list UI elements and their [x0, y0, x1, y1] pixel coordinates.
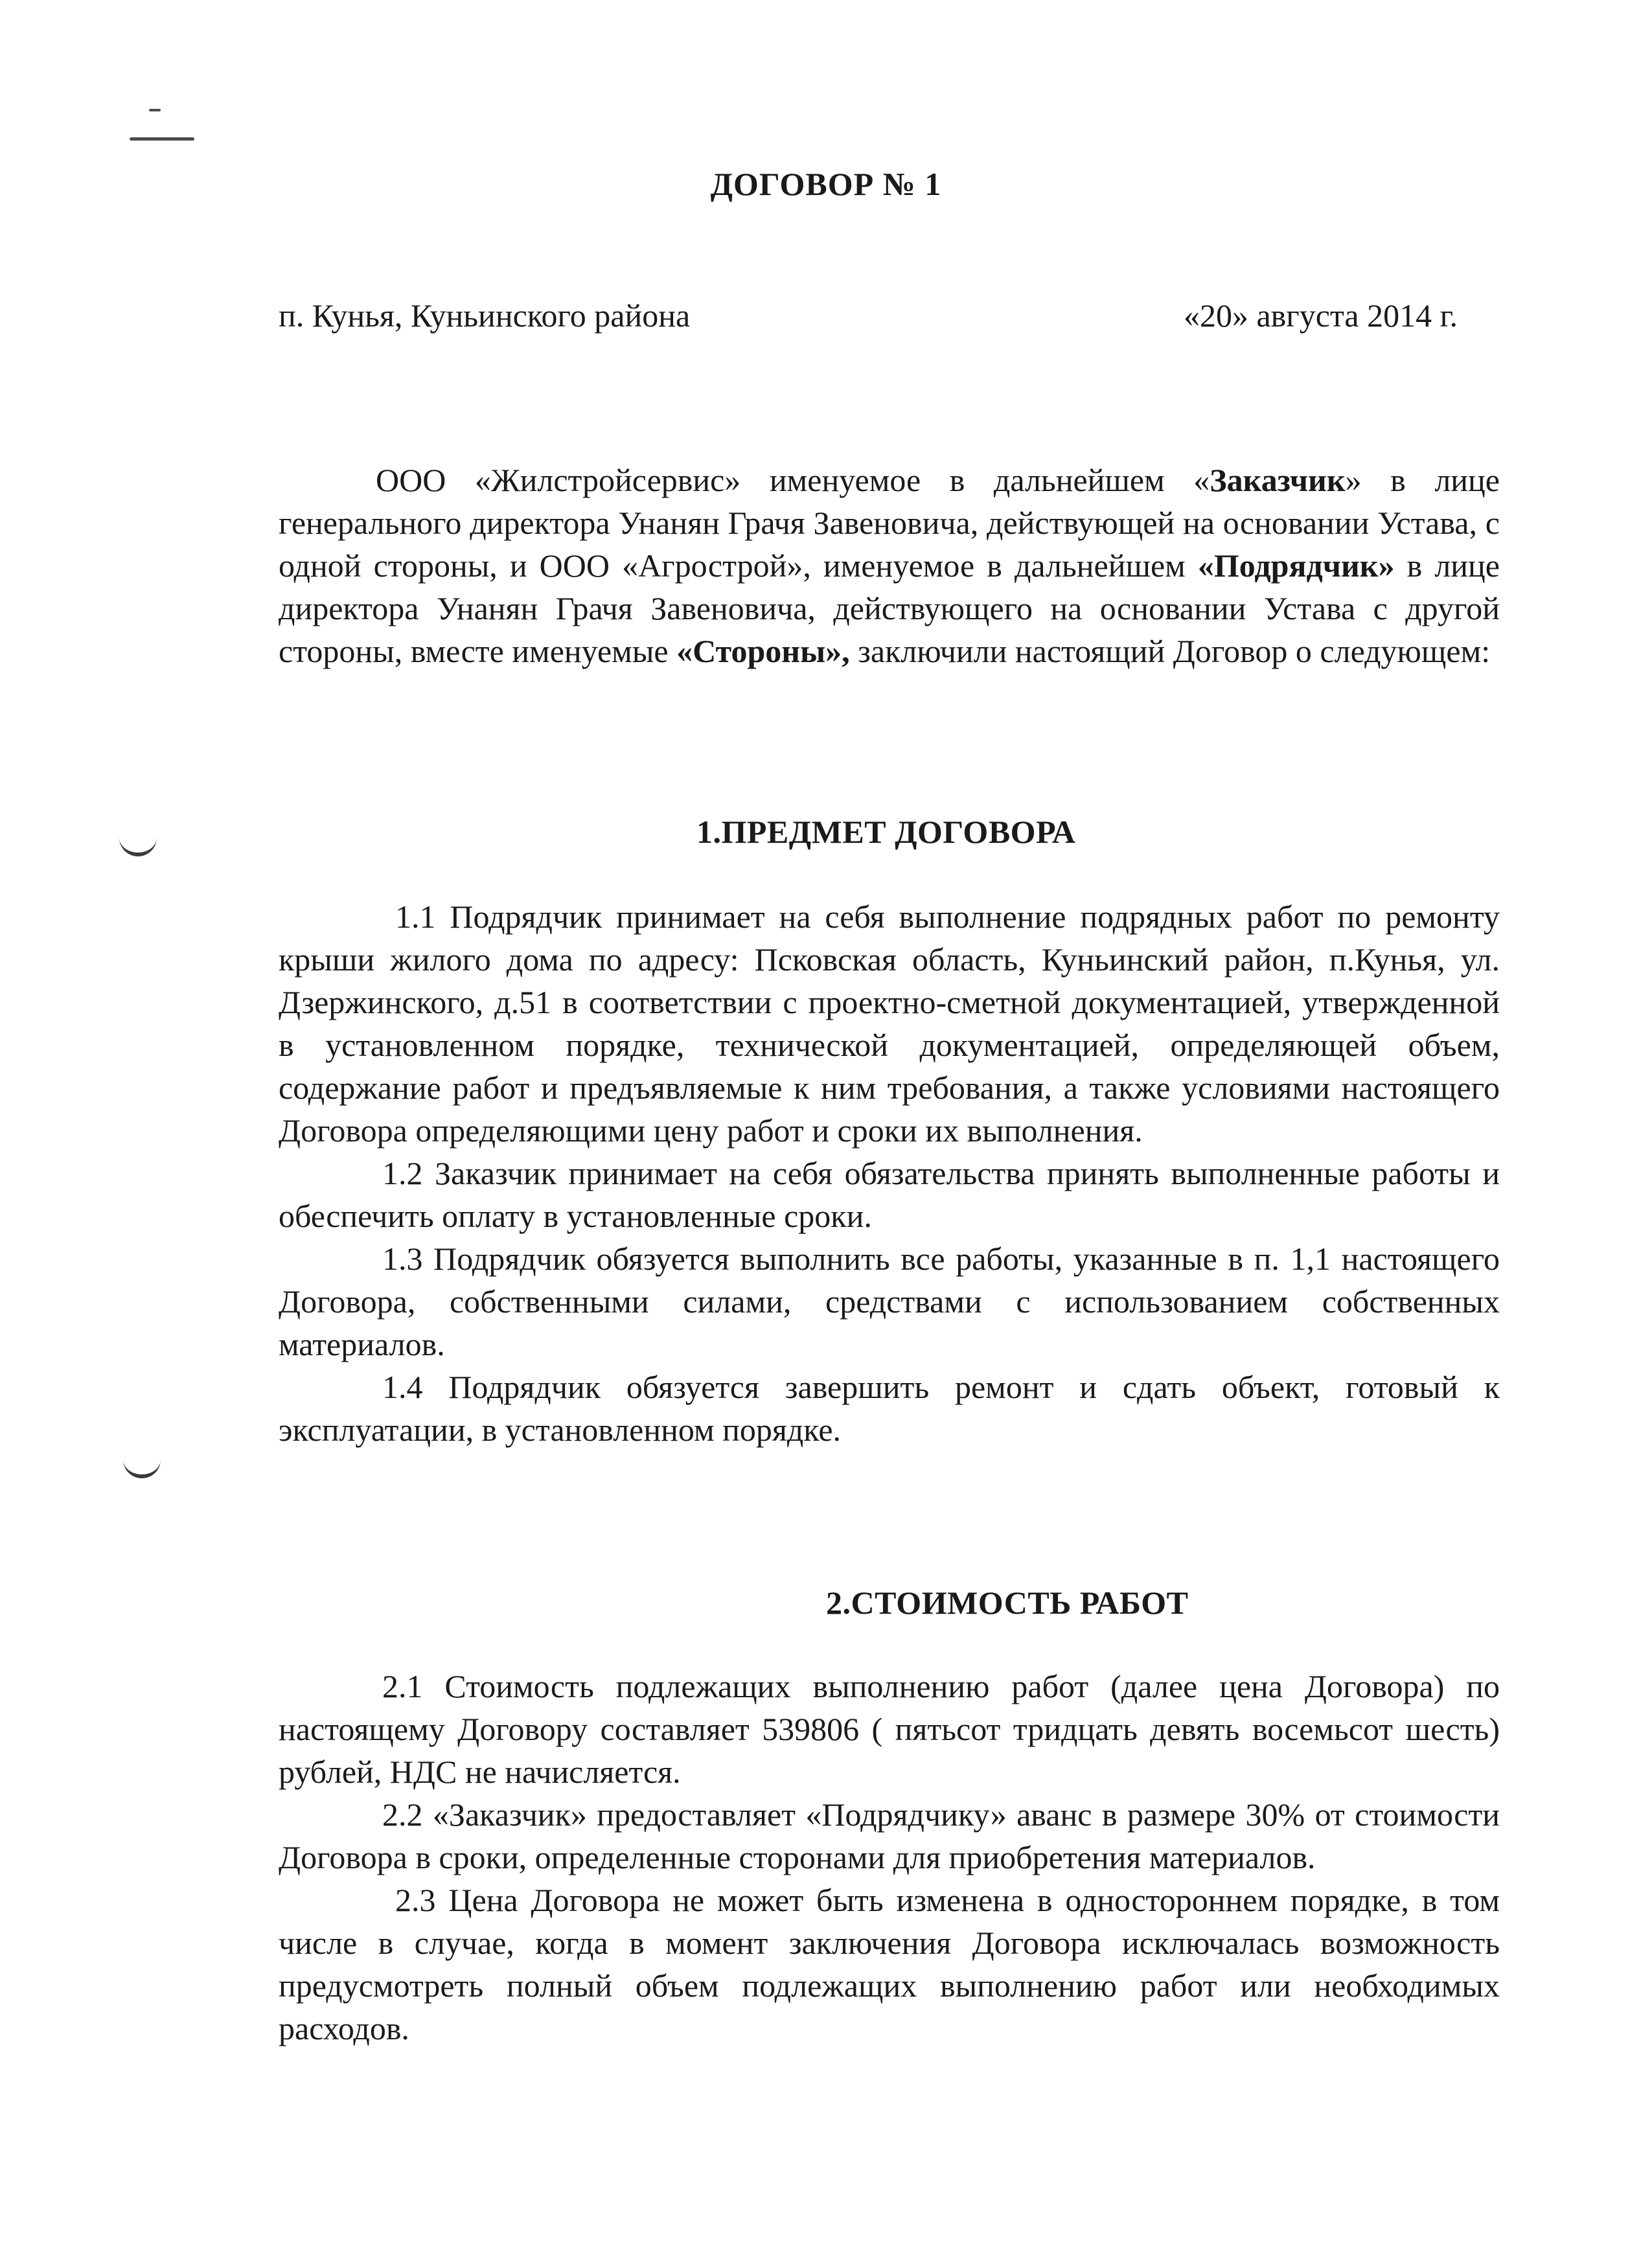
binder-mark-top [130, 137, 194, 141]
preamble-text-2: » в лице генерального директора Унанян Грачя Завеновича, действующей на основании Устава, с одной стороны, и ООО «Агрострой», именуемое в дальнейшем [279, 462, 1500, 584]
clause-1-3: 1.3 Подрядчик обязуется выполнить все работы, указанные в п. 1,1 настоящего Договора, собственными силами, средствами с использованием собственных материалов. [279, 1241, 1500, 1362]
section-2-body [279, 1665, 1500, 2050]
place: п. Кунья, Куньинского района [279, 297, 691, 334]
preamble [279, 459, 1500, 672]
punch-hole-mark-1 [119, 836, 157, 856]
document-title: ДОГОВОР № 1 [710, 166, 942, 202]
parties-term: «Стороны», [676, 633, 850, 669]
preamble-text-1: ООО «Жилстройсервис» именуемое в дальнейшем « [376, 462, 1210, 498]
clause-2-2: 2.2 «Заказчик» предоставляет «Подрядчику» аванс в размере 30% от стоимости Договора в сроки, определенные сторонами для приобретения материалов. [279, 1796, 1500, 1875]
clause-2-1: 2.1 Стоимость подлежащих выполнению работ (далее цена Договора) по настоящему Договору составляет 539806 ( пятьсот тридцать девять восемьсот шесть) рублей, НДС не начисляется. [279, 1668, 1500, 1790]
section-2-heading: 2.СТОИМОСТЬ РАБОТ [826, 1585, 1189, 1621]
place-date-line [279, 297, 1458, 334]
contractor-term: «Подрядчик» [1197, 547, 1395, 584]
customer-term: Заказчик [1210, 462, 1346, 498]
clause-1-1: 1.1 Подрядчик принимает на себя выполнение подрядных работ по ремонту крыши жилого дома по адресу: Псковская область, Куньинский район, п.Кунья, ул. Дзержинского, д.51 в соответствии с проектно-сметной документацией, утвержденной в установленном порядке, технической документацией, определяющей объем, содержание работ и предъявляемые к ним требования, а также условиями настоящего Договора определяющими цену работ и сроки их выполнения. [279, 899, 1500, 1149]
binder-mark-top-small [149, 109, 161, 111]
preamble-text-4: заключили настоящий Договор о следующем: [849, 633, 1491, 669]
punch-hole-mark-2 [123, 1458, 161, 1478]
section-1-body [279, 895, 1500, 1451]
date: «20» августа 2014 г. [1183, 297, 1458, 334]
preamble-text-3: в лице директора Унанян Грачя Завеновича, действующего на основании Устава с другой стороны, вместе именуемые [279, 547, 1500, 669]
section-1-heading: 1.ПРЕДМЕТ ДОГОВОРА [696, 814, 1076, 850]
clause-1-4: 1.4 Подрядчик обязуется завершить ремонт и сдать объект, готовый к эксплуатации, в установленном порядке. [279, 1369, 1500, 1448]
clause-2-3: 2.3 Цена Договора не может быть изменена в одностороннем порядке, в том числе в случае, когда в момент заключения Договора исключалась возможность предусмотреть полный объем подлежащих выполнению работ или необходимых расходов. [279, 1882, 1500, 2046]
clause-1-2: 1.2 Заказчик принимает на себя обязательства принять выполненные работы и обеспечить оплату в установленные сроки. [279, 1155, 1500, 1234]
